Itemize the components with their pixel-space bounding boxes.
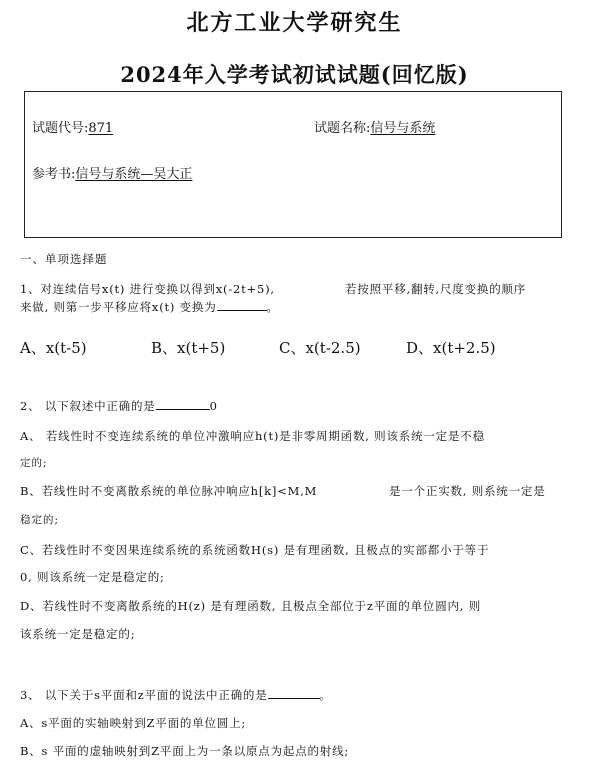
q1-line1-b: 若按照平移,翻转,尺度变换的顺序 <box>345 282 527 296</box>
q3-option-a: A、s平面的实轴映射到Z平面的单位圆上; <box>20 716 247 730</box>
q2-stem-end: 0 <box>209 399 218 413</box>
q2-option-a-line2: 定的; <box>20 457 48 469</box>
q2-option-b-line1-a: B、若线性时不变离散系统的单位脉冲响应h[k]<M,M <box>20 484 318 498</box>
exam-subject-label: 试题名称: <box>314 121 371 136</box>
reference-book-value: 信号与系统—吴大正 <box>75 167 193 182</box>
q1-option-b: B、x(t+5) <box>151 339 226 357</box>
exam-code-label: 试题代号: <box>32 121 89 136</box>
q1-line2-end: 。 <box>266 300 279 314</box>
q3-answer-blank <box>268 686 320 699</box>
q2-stem-text: 2、 以下叙述中正确的是 <box>20 399 156 413</box>
q1-answer-blank <box>217 298 267 311</box>
q1-line1-a: 1、对连续信号x(t) 进行变换以得到x(-2t+5), <box>20 282 275 296</box>
q3-stem <box>20 686 332 703</box>
exam-subject <box>314 117 435 136</box>
q2-option-d-line2: 该系统一定是稳定的; <box>20 627 136 641</box>
q1-option-d: D、x(t+2.5) <box>406 339 496 357</box>
exam-school-title: 北方工业大学研究生 <box>186 10 403 36</box>
q1-line2-text: 来做, 则第一步平移应将x(t) 变换为 <box>20 300 217 314</box>
section-heading: 一、单项选择题 <box>20 252 108 266</box>
q2-option-b-line1-b: 是一个正实数, 则系统一定是 <box>389 484 546 498</box>
q1-option-c: C、x(t-2.5) <box>279 339 361 357</box>
q2-option-c-line1: C、若线性时不变因果连续系统的系统函数H(s) 是有理函数, 且极点的实部都小于等于 <box>20 543 490 557</box>
exam-title: 2024年入学考试初试试题(回忆版) <box>120 62 469 87</box>
q3-option-b: B、s 平面的虚轴映射到Z平面上为一条以原点为起点的射线; <box>20 744 350 758</box>
q2-option-d-line1: D、若线性时不变离散系统的H(z) 是有理函数, 且极点全部位于z平面的单位圆内, 则 <box>20 599 482 613</box>
exam-code <box>32 117 113 136</box>
reference-book-label: 参考书: <box>32 167 76 182</box>
exam-code-value: 871 <box>88 121 114 136</box>
q1-option-a: A、x(t-5) <box>20 339 87 357</box>
q2-option-b-line2: 稳定的; <box>20 514 60 526</box>
q1-line2 <box>20 298 279 315</box>
q2-option-a-line1: A、 若线性时不变连续系统的单位冲激响应h(t)是非零周期函数, 则该系统一定是不稳 <box>20 429 485 443</box>
reference-book <box>32 163 192 182</box>
exam-subject-value: 信号与系统 <box>370 121 436 136</box>
q2-option-c-line2: 0, 则该系统一定是稳定的; <box>20 570 165 584</box>
q3-stem-text: 3、 以下关于s平面和z平面的说法中正确的是 <box>20 688 268 702</box>
q2-answer-blank <box>156 397 210 410</box>
q2-stem <box>20 397 218 414</box>
q3-stem-end: 。 <box>319 688 332 702</box>
